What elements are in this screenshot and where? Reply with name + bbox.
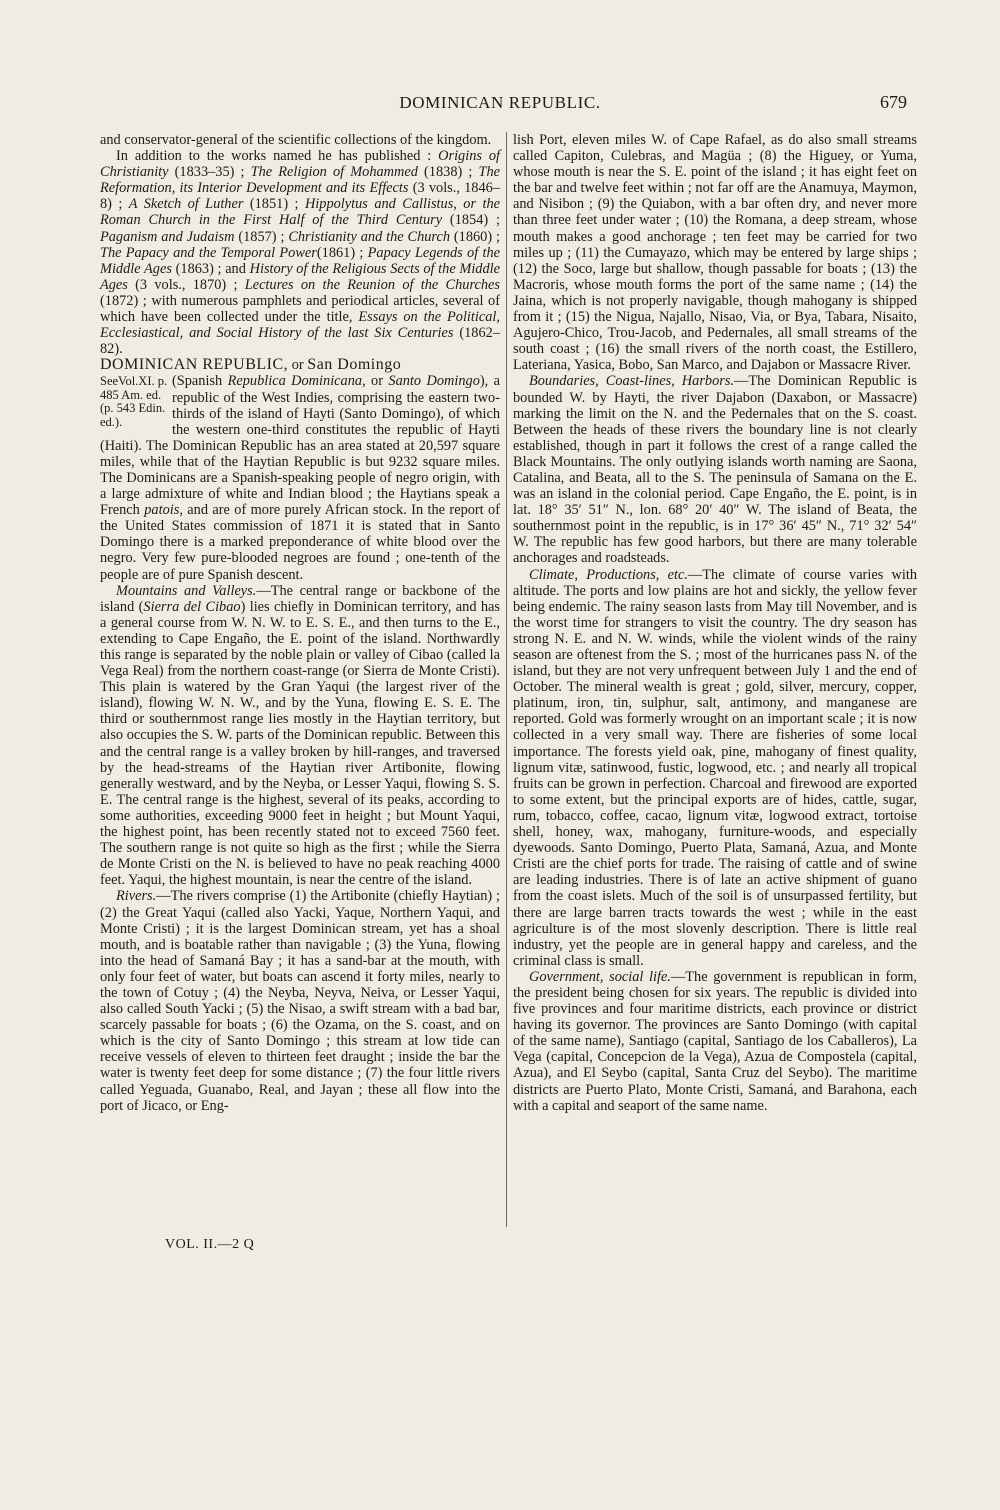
margin-note: SeeVol.XI. p. 485 Am. ed. (p. 543 Edin. ed.).: [100, 374, 168, 429]
work-title: The Papacy and the Temporal Power: [100, 244, 317, 261]
paragraph: [513, 969, 917, 1114]
page-number: 679: [880, 92, 907, 112]
text: In addition to the works named he has published :: [116, 148, 439, 165]
text: (1861) ;: [316, 244, 368, 261]
section-heading: Government, social life.: [529, 968, 671, 985]
term: Santo Domingo: [388, 373, 480, 390]
paragraph: and conservator-general of the scientific collections of the kingdom.: [100, 132, 492, 148]
text: (1833–35) ;: [168, 164, 251, 181]
work-title: Christianity and the Church: [288, 228, 451, 245]
text: (1872) ; with numerous pamphlets and periodical articles, several of which have been collected under the title,: [100, 292, 500, 326]
section-heading: Rivers.: [116, 888, 157, 905]
work-title: Papacy Legends of the Middle Ages: [100, 244, 500, 277]
paragraph: [100, 583, 500, 889]
text: (1862–82).: [100, 325, 500, 358]
term: patois: [144, 502, 180, 519]
text: (1851) ;: [243, 196, 305, 213]
section-heading: Mountains and Valleys.: [116, 582, 257, 599]
section-heading: Climate, Productions, etc.: [529, 566, 688, 583]
text: —The climate of course varies with altitude. The ports and low plains are hot and sickly, the yellow fever being endemic. The rainy season lasts from May till November, and is the worst time for strangers to visit the country. The dry season has strong N. E. and N. W. winds, while the violent winds of the rainy season are oftenest from the S. ; most of the hurricanes pass N. of the island, but they are not very unfrequent between July 1 and the end of October. The mineral wealth is great ; gold, silver, mercury, copper, platinum, iron, tin, sulphur, salt, antimony, and manganese are reported. Gold was formerly wrought on an important scale ; it is now collected in a very small way. There are fisheries of some local importance. The forests yield oak, pine, mahogany of finest quality, lignum vitæ, satinwood, fustic, logwood, etc. ; and nearly all tropical fruits can be grown in perfection. Charcoal and firewood are exported to some extent, but the principal exports are of hides, cattle, sugar, rum, tobacco, coffee, cacao, lignum vitæ, logwood extract, tortoise shell, honey, wax, mahogany, furniture-woods, and especially dyewoods. Santo Domingo, Puerto Plata, Samaná, Azua, and Monte Cristi are the chief ports for trade. The raising of cattle and of swine are leading industries. There is of late an active shipment of guano from the coast islets. Much of the soil is of unsurpassed fertility, but there are large barren tracts towards the west ; while in the east agriculture is of the most slovenly description. There is little real industry, yet the people are in general happy and careless, and the criminal class is small.: [513, 566, 917, 969]
text: —The government is republican in form, the president being chosen for six years. The republic is divided into five provinces and four maritime districts, each province or district having its governor. The provinces are Santo Domingo (with capital of the same name), Santiago (capital, Santiago de los Caballeros), La Vega (capital, Concepcion de la Vega), Azua de Compostela (capital, Azua), and El Seybo (capital, Santa Cruz del Seybo). The maritime districts are Puerto Plato, Monte Cristi, Samaná, and Barahona, each with a capital and seaport of the same name.: [513, 968, 918, 1114]
paragraph: [100, 148, 500, 357]
text: ) lies chiefly in Dominican territory, and has a general course from W. N. W. to E. S. E., and then turns to the E., extending to Cape Engaño, the E. point of the island. Northwardly this range is separated by the noble plain or valley of Cibao (called la Vega Real) from the northern coast-range (or Sierra de Monte Cristi). This plain is watered by the Gran Yaqui (the largest river of the island), flowing W. N. W., and by the Yuna, flowing E. S. E. The third or southernmost range lies mostly in the Haytian territory, but also occupies the S. W. parts of the Dominican republic. Between this and the central range is a valley broken by hill-ranges, and traversed by the head-streams of the Haytian river Artibonite, flowing generally westward, and by the Neyba, or Lesser Yaqui, flowing S. S. E. The central range is the highest, several of its peaks, according to some authorities, exceeding 9000 feet in height ; but Mount Yaqui, the highest point, has been recently stated not to exceed 7560 feet. The southern range is not quite so high as the first ; while the Sierra de Monte Cristi on the N. is believed to have no peak reaching 4000 feet. Yaqui, the highest mountain, is near the centre of the island.: [100, 598, 500, 889]
entry-heading-paragraph: [100, 357, 500, 373]
left-column: [100, 132, 500, 1114]
paragraph: [100, 888, 500, 1113]
text: —The rivers comprise (1) the Artibonite (chiefly Haytian) ; (2) the Great Yaqui (called also Yacki, Yaque, Northern Yaqui, and Monte Cristi) ; it is the largest Dominican stream, yet has a shoal mouth, and is boatable rather than navigable ; (3) the Yuna, flowing into the head of Samaná Bay ; it has a sand-bar at the mouth, with only four feet of water, but boats can ascend it forty miles, nearly to the town of Cotuy ; (4) the Neyba, Neyva, Neiva, or Lesser Yaqui, also called South Yacki ; (5) the Nisao, a swift stream with a bad bar, scarcely passable for boats ; (6) the Ozama, on the S. coast, and on which is the city of Santo Domingo ; this stream at low tide can receive vessels of eleven to thirteen feet draught ; inside the bar the water is twenty feet deep for some distance ; (7) the four little rivers called Yeguada, Guanabo, Real, and Jayan ; these all flow into the port of Jicaco, or Eng-: [100, 888, 500, 1114]
right-column: [513, 132, 917, 1114]
text: (1838) ;: [417, 164, 479, 181]
text: (3 vols., 1846–8) ;: [100, 180, 500, 213]
text: (1854) ;: [442, 212, 500, 229]
work-title: History of the Religious Sects of the Middle Ages: [100, 260, 501, 293]
text: , or: [362, 373, 389, 390]
text: —The central range or backbone of the island (: [100, 582, 500, 615]
paragraph: [100, 373, 500, 582]
text: (1863) ; and: [171, 260, 250, 277]
entry-title: DOMINICAN REPUBLIC,: [100, 356, 289, 374]
section-heading: Boundaries, Coast-lines, Harbors.: [529, 373, 735, 390]
text: ), a republic of the West Indies, comprising the eastern two-thirds of the island of Hayti (Santo Domingo), of which the western one-third constitutes the republic of Hayti (Haiti). The Dominican Republic has an area stated at 20,597 square miles, while that of the Haytian Republic is but 9232 square miles. The Dominicans are a Spanish-speaking people of negro origin, with a large admixture of white and Indian blood ; the Haytians speak a French: [100, 373, 500, 519]
column-rule: [506, 132, 507, 1227]
work-title: The Reformation, its Interior Development and its Effects: [100, 164, 501, 197]
term: Sierra del Cibao: [143, 598, 241, 615]
text: (1860) ;: [450, 228, 500, 245]
work-title: Hippolytus and Callistus, or the Roman Church in the First Half of the Third Century: [100, 196, 500, 229]
work-title: A Sketch of Luther: [128, 196, 244, 213]
work-title: The Religion of Mohammed: [250, 164, 418, 181]
work-title: Origins of Christianity: [100, 148, 500, 181]
work-title: Lectures on the Reunion of the Churches: [244, 276, 500, 293]
signature-mark: VOL. II.—2 Q: [165, 1237, 255, 1252]
paragraph: lish Port, eleven miles W. of Cape Rafael, as do also small streams called Capiton, Culebras, and Magüa ; (8) the Higuey, or Yuma, whose mouth is near the S. E. point of the island ; it has eight feet on the bar and twelve feet within ; not far off are the Anamuya, Maymon, and Nisibon ; (9) the Quiabon, with a bar often dry, and never more than three feet under water ; (10) the Romana, a deep stream, whose mouth makes a good anchorage ; ten feet may be carried for two miles up ; (11) the Cumayazo, which may be entered by large ships ; (12) the Soco, large but shallow, though passable for boats ; (13) the Macroris, whose mouth forms the port of the same name ; (14) the Jaina, which is not properly navigable, though mahogany is shipped from it ; (15) the Nigua, Najallo, Nisao, Via, or Bya, Tabara, Nisaito, Agujero-Chico, Trou-Jacob, and Pedernales, all small streams of the south coast ; (16) the small rivers of the north coast, the Estillero, Lateriana, Yasica, Bobo, San Marco, and Dajabon or Massacre River.: [513, 132, 917, 374]
text: (3 vols., 1870) ;: [127, 276, 245, 293]
running-title: DOMINICAN REPUBLIC.: [399, 93, 601, 112]
text: or: [288, 357, 308, 374]
text: , and are of more purely African stock. In the report of the United States commission of 1871 it is stated that in Santo Domingo there is a marked preponderance of white blood over the negro. Very few pure-blooded negroes are found ; one-tenth of the people are of pure Spanish descent.: [100, 502, 501, 583]
work-title: Paganism and Judaism: [100, 228, 235, 245]
term: Republica Dominicana: [227, 373, 363, 390]
text: —The Dominican Republic is bounded W. by Hayti, the river Dajabon (Daxabon, or Massacre) marking the limit on the N. and the Pedernales that on the S. coast. Between the heads of these rivers the boundary line is not clearly established, though in part it follows the crest of a range called the Black Mountains. The only outlying islands worth naming are Saona, Catalina, and Beata, all to the S. The peninsula of Samana on the E. was an island in the colonial period. Cape Engaño, the E. point, is in lat. 18° 35′ 51″ N., lon. 68° 20′ 40″ W. The island of Beata, the southernmost point in the republic, is in 17° 36′ 45″ N., 71° 32′ 54″ W. The republic has few good harbors, but there are many tolerable anchorages and roadsteads.: [513, 373, 917, 567]
entry-alt-title: San Domingo: [307, 356, 402, 374]
work-title: Essays on the Political, Ecclesiastical, and Social History of the last Six Centuries: [100, 309, 501, 342]
paragraph: [513, 567, 917, 969]
text: (Spanish: [172, 373, 228, 390]
paragraph: [513, 373, 917, 566]
text: (1857) ;: [234, 228, 289, 245]
